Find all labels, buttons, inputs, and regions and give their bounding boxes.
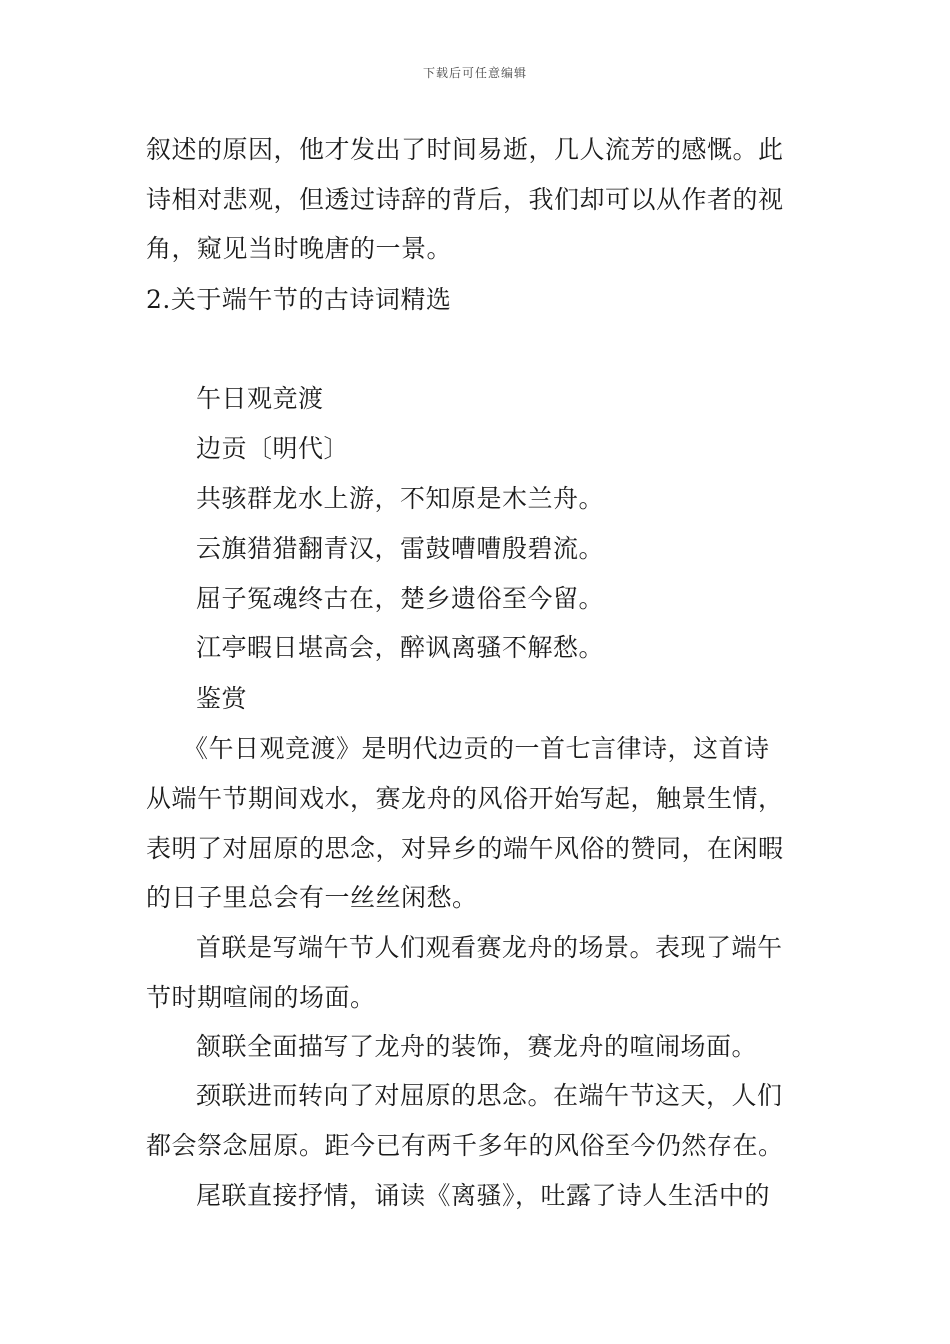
text-line: 颈联进而转向了对屈原的思念。在端午节这天，人们 (196, 1081, 783, 1110)
appreciation-label: 鉴赏 (196, 684, 248, 713)
poem-author: 边贡〔明代〕 (196, 434, 350, 463)
text-line: 诗相对悲观，但透过诗辞的背后，我们却可以从作者的视 (146, 185, 784, 214)
text-line: 节时期喧闹的场面。 (146, 983, 376, 1012)
text-line: 从端午节期间戏水，赛龙舟的风俗开始写起，触景生情， (146, 784, 784, 813)
text-line: 表明了对屈原的思念，对异乡的端午风俗的赞同，在闲暇 (146, 834, 784, 863)
poem-title: 午日观竞渡 (196, 384, 324, 413)
page-header: 下载后可任意编辑 (422, 66, 527, 80)
section-heading: 2.关于端午节的古诗词精选 (146, 285, 452, 314)
text-line: 叙述的原因，他才发出了时间易逝，几人流芳的感慨。此 (146, 135, 784, 164)
poem-verse: 共骇群龙水上游，不知原是木兰舟。 (196, 484, 605, 513)
text-line: 都会祭念屈原。距今已有两千多年的风俗至今仍然存在。 (146, 1131, 784, 1160)
text-line: 《午日观竞渡》是明代边贡的一首七言律诗，这首诗 (183, 734, 770, 763)
text-line: 尾联直接抒情，诵读《离骚》，吐露了诗人生活中的 (196, 1181, 771, 1210)
poem-verse: 云旗猎猎翻青汉，雷鼓嘈嘈殷碧流。 (196, 534, 605, 563)
text-line: 的日子里总会有一丝丝闲愁。 (146, 883, 478, 912)
text-line: 颔联全面描写了龙舟的装饰，赛龙舟的喧闹场面。 (196, 1032, 758, 1061)
poem-verse: 江亭暇日堪高会，醉讽离骚不解愁。 (196, 633, 605, 662)
text-line: 角，窥见当时晚唐的一景。 (146, 234, 453, 263)
poem-verse: 屈子冤魂终古在，楚乡遗俗至今留。 (196, 584, 605, 613)
text-line: 首联是写端午节人们观看赛龙舟的场景。表现了端午 (196, 933, 783, 962)
